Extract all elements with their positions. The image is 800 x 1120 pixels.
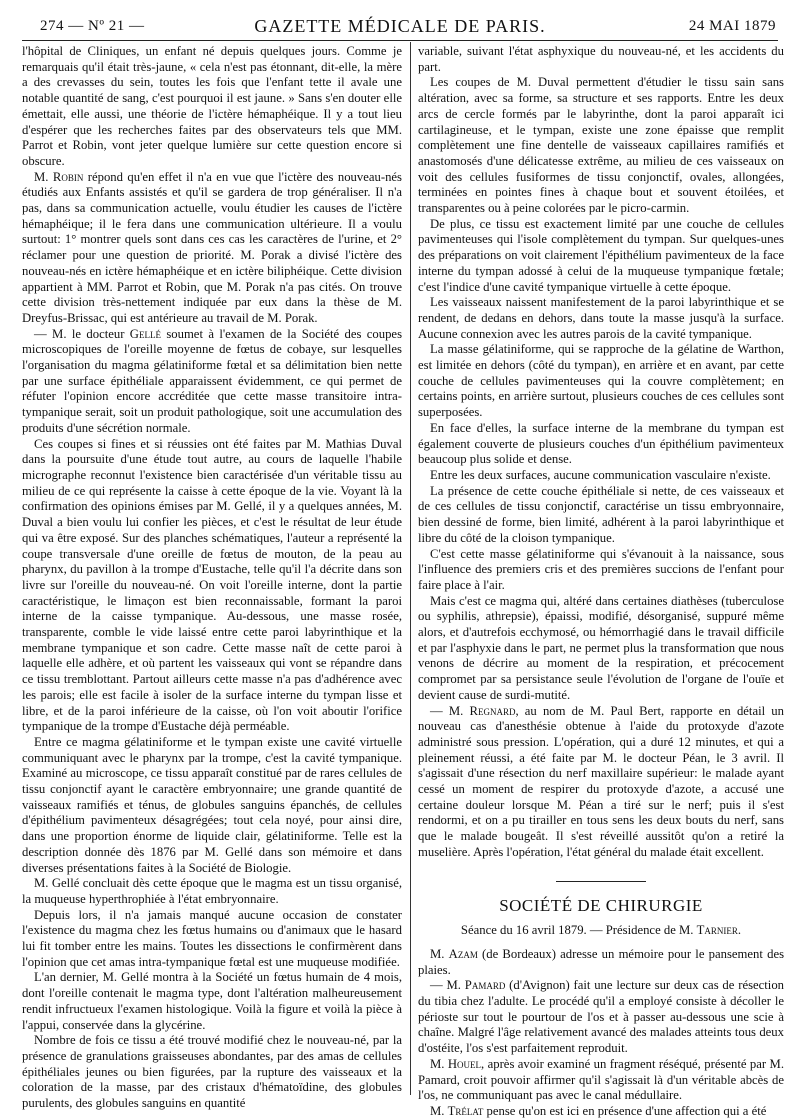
paragraph: M. Gellé concluait dès cette époque que le magma est un tissu organisé, la muqueuse hyperthrophiée à l'état embryonnaire.: [22, 876, 402, 906]
paragraph: La présence de cette couche épithéliale si nette, de ces vaisseaux et de ces cellules de tissu conjonctif, caractérise un tissu embryonnaire, bien dessiné de forme, bien limité, adhérent à la paroi labyrinthique et libre du côté de la cloison tympanique.: [418, 483, 784, 545]
left-column: [22, 44, 403, 1111]
paragraph: — M. Regnard, au nom de M. Paul Bert, rapporte en détail un nouveau cas d'anesthésie obtenue à l'aide du protoxyde d'azote administré sous pression. L'opération, qui a duré 12 minutes, et qui a pleinement réussi, a été faite par M. le docteur Péan, le 3 avril. Il s'agissait d'une résection du nerf maxillaire supérieur: le malade ayant cessé un moment de respirer du protoxyde d'azote, a accusé une certaine douleur lorsque M. Péan a tiré sur le nerf; puis il s'est rendormi, et on a pu tirailler en tous sens les deux bouts du nerf, sans que le malade bougeât. Il s'est réveillé aussitôt qu'on a retiré la muselière. Après l'opération, l'état général du malade était excellent.: [418, 703, 784, 859]
paragraph: M. Azam (de Bordeaux) adresse un mémoire pour le pansement des plaies.: [418, 946, 785, 977]
page-header: [22, 12, 778, 41]
section-separator: [556, 881, 646, 882]
paragraph: Ces coupes si fines et si réussies ont été faites par M. Mathias Duval dans la poursuite d'une étude tout autre, au cours de laquelle l'habile micrographe reconnut l'existence bien caractérisée d'un véritable tissu au milieu de ce qui représente la caisse à cette époque de la vie. Voyant là la confirmation des opinions émises par M. Gellé, il y a quelques années, M. Duval a bien voulu lui confier les pièces, et c'est le résultat de leur étude qui va être exposé. Sur des planches schématiques, l'auteur a représenté la coupe transversale d'une oreille de fœtus de mouton, de la peau au pharynx, du pavillon à la trompe d'Eustache, telle qu'il l'a décrite dans son livre sur l'oreille du nouveau-né. On voit l'oreille interne, dont la partie caractéristique, le limaçon est bien reconnaissable, formant la paroi interne de la caisse tympanique. Au-dessous, une masse rosée, transparente, comble le vide laissé entre cette paroi labyrinthique et la membrane tympanique et son cadre. Cette masse naît de cette paroi à laquelle elle adhère, et où partent les vaisseaux qui vont se répandre dans ce tissu tremblottant. Partout ailleurs cette masse n'a pas d'adhérence avec les parois; elle est facile à isoler de la surface interne du tympan lisse et libre, et de la paroi inférieure de la caisse, où l'on voit aboutir l'orifice tympanique de la trompe d'Eustache déjà perméable.: [22, 436, 402, 734]
speaker-name: Pamard: [464, 978, 506, 993]
speaker-name: Trélat: [447, 1104, 484, 1118]
speaker-name: Houel: [447, 1056, 482, 1071]
paragraph: — M. le docteur Gellé soumet à l'examen de la Société des coupes microscopiques de l'oreille moyenne de fœtus de cobaye, sur lesquelles l'organisation du magma gélatiniforme fœtal et sa délimitation bien nette par une surface épithéliale apparaissent évidemment, ce qui permet de réfuter l'opinion encore accréditée que cette masse transitoire intra-tympanique serait, soit un produit pathologique, soit une accumulation des produits d'une sécrétion normale.: [22, 326, 403, 435]
paragraph: C'est cette masse gélatiniforme qui s'évanouit à la naissance, sous l'influence des premiers cris et des premières succions de l'enfant pour faire place à l'air.: [418, 546, 784, 592]
journal-title: GAZETTE MÉDICALE DE PARIS.: [254, 16, 546, 36]
paragraph: Les vaisseaux naissent manifestement de la paroi labyrinthique et se rendent, de dedans en dehors, dans toute la masse jusqu'à la surface. Aucune connexion avec les autres parois de la cavité tympanique.: [418, 295, 784, 341]
paragraph: variable, suivant l'état asphyxique du nouveau-né, et les accidents du part.: [418, 44, 784, 74]
issue-date: 24 MAI 1879: [688, 18, 776, 34]
paragraph: — M. Pamard (d'Avignon) fait une lecture sur deux cas de résection du tibia chez l'adulte. Le procédé qu'il a employé consiste à décoller le périoste sur tout le pourtour de l'os et à passer au-dessous une scie à chaîne. Malgré l'âge relativement avancé des malades atteints tous deux d'ostéite, l'os s'est parfaitement reproduit.: [418, 978, 785, 1056]
paragraph: Entre ce magma gélatiniforme et le tympan existe une cavité virtuelle communiquant avec le pharynx par la trompe, c'est la cavité tympanique. Examiné au microscope, ce tissu apparaît constitué par de rares cellules de tissu conjonctif ayant le caractère embryonnaire; une grande quantité de vaisseaux ramifiés et ténus, de globules sanguins épanchés, de cellules d'épithélium pavimenteux désagrégées; tout cela noyé, pour ainsi dire, dans une proportion énorme de liquide clair, gélatiniforme. Telle est la description donnée dès 1876 par M. Gellé dans son mémoire et dans diverses présentations faites à la Société de Biologie.: [22, 734, 402, 875]
session-subtitle: Séance du 16 avril 1879. — Présidence de M. Tarnier.: [460, 923, 742, 938]
paragraph: M. Trélat pense qu'on est ici en présence d'une affection qui a été: [430, 1104, 767, 1118]
speaker-name: Gellé: [129, 326, 161, 341]
paragraph: l'hôpital de Cliniques, un enfant né depuis quelques jours. Comme je remarquais qu'il était très-jaune, « cela n'est pas étonnant, dit-elle, la mère a des crevasses du sein, toutes les fois que l'enfant tette il avale une notable quantité de sang, c'est pourquoi il est jaune. » Sans s'en douter elle émettait, elle aussi, une théorie de l'ictère hémaphéique. Il y a tout lieu d'espérer que les recherches faites par des observateurs tels que MM. Parrot et Robin, vont jeter quelque lumière sur cette question encore si obscure.: [22, 44, 402, 168]
right-column: [418, 44, 785, 1118]
president-name: Tarnier: [696, 923, 738, 938]
speaker-name: Regnard: [469, 703, 516, 718]
paragraph: En face d'elles, la surface interne de la membrane du tympan est également couverte de plusieurs couches d'un épithélium pavimenteux beaucoup plus solide et dense.: [418, 420, 784, 467]
paragraph: Mais c'est ce magma qui, altéré dans certaines diathèses (tuberculose ou syphilis, athrepsie), épaissi, modifié, désorganisé, suppuré même alors, et d'autrefois ecchymosé, ou hémorrhagié dans le travail difficile et par l'asphyxie dans le part, ne permet plus la transformation que nous venons de décrire au moment de la respiration, et précocement compromet par sa persistance seule l'évolution de l'organe de l'ouïe et devient cause de surdi-mutité.: [418, 593, 784, 702]
section-title: SOCIÉTÉ DE CHIRURGIE: [499, 895, 703, 915]
paragraph: M. Robin répond qu'en effet il n'a en vue que l'ictère des nouveau-nés étudiés aux Enfants assistés et qu'il se gardera de trop généraliser. Il n'a pas, dans sa communication actuelle, voulu étudier les causes de l'ictère hémaphéique; il le fera dans une communication ultérieure. Il a voulu surtout: 1° montrer quels sont dans ces cas les caractères de l'urine, et 2° réclamer pour une question de priorité. M. Porak a divisé l'ictère des nouveau-nés en ictère hémaphéique et en ictère biliphéique. Cette division appartient à MM. Parrot et Robin, que M. Porak n'a pas cités. On trouve cette division très-nettement indiquée par eux dans la thèse de M. Dreyfus-Brissac, qui est antérieure au travail de M. Porak.: [22, 169, 402, 325]
page-number: 274 — Nº 21 —: [40, 18, 145, 34]
paragraph: Les coupes de M. Duval permettent d'étudier le tissu sain sans altération, avec sa forme, sa structure et ses rapports. Entre les deux arcs de cercle formés par le labyrinthe, dont la paroi apparaît ici cartilagineuse, et le tympan, existe une zone épaisse que remplit complètement une fine dentelle de vaisseaux capillaires ramifiés et anastomosés d'une délicatesse extrême, au milieu de ces vaisseaux on voit des cellules fusiformes de tissu conjonctif, ovales, allongées, terminées en pointes fines à chaque bout et souvent étoilées, et transparentes ou à peine colorées par le picro-carmin.: [418, 75, 784, 216]
paragraph: M. Houel, après avoir examiné un fragment réséqué, présenté par M. Pamard, croit pouvoir affirmer qu'il s'agissait là d'un véritable abcès de l'os, ne communiquant pas avec le canal médullaire.: [418, 1056, 784, 1103]
paragraph: La masse gélatiniforme, qui se rapproche de la gélatine de Warthon, est limitée en dehors (côté du tympan), en arrière et en avant, par cette couche de cellules pavimenteuses qui la couvre complètement; en certains points, en arrière surtout, plusieurs couches de ces cellules sont superposées.: [418, 342, 784, 420]
paragraph: Depuis lors, il n'a jamais manqué aucune occasion de constater l'existence du magma chez les fœtus humains ou d'animaux que le hasard lui fit tomber entre les mains. Toutes les dissections le confirmèrent dans l'opinion que cet amas intra-tympanique fœtal est une muqueuse modifiée.: [22, 907, 402, 969]
paragraph: L'an dernier, M. Gellé montra à la Société un fœtus humain de 4 mois, dont l'oreille contenait le magma type, dont l'altération malheureusement rendit infructueux l'examen histologique. Voilà la figure et voilà la pièce à l'appui, conservée dans la glycérine.: [22, 970, 402, 1032]
paragraph: Entre les deux surfaces, aucune communication vasculaire n'existe.: [430, 467, 771, 482]
paragraph: Nombre de fois ce tissu a été trouvé modifié chez le nouveau-né, par la présence de granulations graisseuses abondantes, par des amas de cellules épithéliales jeunes ou bien figurées, par la rupture des vaisseaux et la coloration de la masse, par des cristaux d'hématoïdine, des globules purulents, des globules sanguins en quantité: [22, 1033, 402, 1111]
speaker-name: Azam: [448, 946, 478, 961]
paragraph: De plus, ce tissu est exactement limité par une couche de cellules pavimenteuses qui l'isole complètement du tympan. Sur quelques-unes des préparations on voit clairement l'épithélium pavimenteux de la face interne du tympan adossé à celui de la muqueuse tympanique fœtale; c'est l'indice d'une cavité tympanique virtuelle à cette époque.: [418, 216, 784, 294]
speaker-name: M. Robin: [34, 169, 84, 184]
column-divider: [410, 42, 411, 1095]
